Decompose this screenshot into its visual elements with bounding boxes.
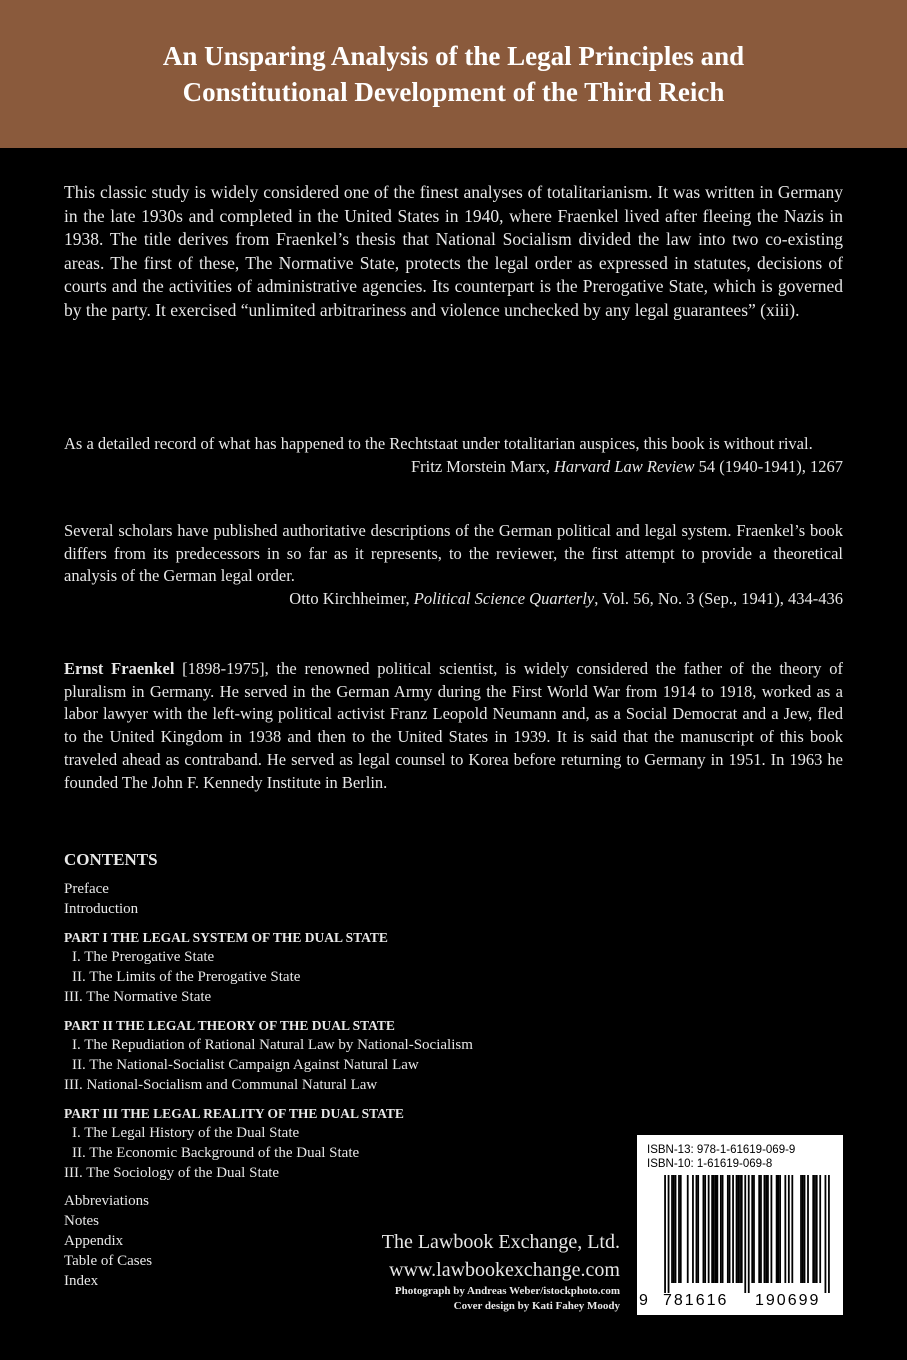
banner-title-line-2: Constitutional Development of the Third Reich — [182, 77, 725, 107]
review-2-author: Otto Kirchheimer, — [289, 588, 414, 608]
barcode-bar — [758, 1175, 760, 1283]
review-1-text: As a detailed record of what has happened to the Rechtstaat under totalitarian auspices, this book is without rival. — [64, 434, 813, 453]
barcode-bar — [741, 1175, 743, 1283]
barcode-bar — [788, 1175, 790, 1283]
review-1-citation — [64, 456, 843, 479]
barcode-bar — [777, 1175, 779, 1283]
barcode-digits-left: 781616 — [663, 1292, 729, 1309]
barcode-bar — [804, 1175, 806, 1283]
contents-item: Abbreviations — [64, 1193, 149, 1209]
barcode-bar — [744, 1175, 746, 1293]
contents-chapter: II. The Limits of the Prerogative State — [72, 969, 301, 985]
contents-item: Index — [64, 1273, 99, 1289]
barcode-digits-right: 190699 — [755, 1292, 821, 1309]
review-1-detail: 54 (1940-1941), 1267 — [694, 456, 843, 476]
photo-credit: Photograph by Andreas Weber/istockphoto.com — [394, 1285, 620, 1297]
barcode-bar — [814, 1175, 816, 1283]
barcode-digit-first: 9 — [639, 1292, 648, 1309]
barcode-bar — [802, 1175, 804, 1283]
contents-heading: CONTENTS — [64, 850, 158, 869]
barcode-bar — [736, 1175, 738, 1283]
barcode-bar — [727, 1175, 729, 1283]
barcode-bar — [675, 1175, 677, 1283]
barcode-bar — [716, 1175, 718, 1283]
author-name: Ernst Fraenkel — [64, 659, 175, 678]
contents-item: Notes — [64, 1213, 99, 1229]
barcode-bar — [720, 1175, 722, 1283]
publisher-url: www.lawbookexchange.com — [389, 1259, 620, 1281]
barcode-bar — [819, 1175, 821, 1283]
contents-chapter: I. The Prerogative State — [72, 949, 215, 965]
barcode-bar — [751, 1175, 753, 1283]
table-of-contents — [64, 850, 624, 1291]
barcode-bar — [739, 1175, 741, 1283]
banner-title-line-1: An Unsparing Analysis of the Legal Principles and — [162, 41, 745, 71]
contents-item: Table of Cases — [64, 1253, 153, 1269]
design-credit: Cover design by Kati Fahey Moody — [453, 1300, 620, 1312]
isbn-barcode — [637, 1135, 843, 1315]
contents-chapter: II. The Economic Background of the Dual State — [72, 1145, 360, 1161]
review-2-citation — [64, 588, 843, 611]
contents-chapter: III. National-Socialism and Communal Natural Law — [64, 1077, 378, 1093]
contents-chapter: III. The Sociology of the Dual State — [64, 1165, 280, 1181]
contents-chapter: III. The Normative State — [64, 989, 212, 1005]
barcode-bar — [771, 1175, 773, 1283]
barcode-bar — [765, 1175, 767, 1283]
barcode-bar — [697, 1175, 699, 1283]
barcode-bar — [668, 1175, 670, 1293]
contents-part-title: PART II THE LEGAL THEORY OF THE DUAL STATE — [64, 1018, 395, 1033]
barcode-bar — [704, 1175, 706, 1283]
contents-part-title: PART III THE LEGAL REALITY OF THE DUAL STATE — [64, 1106, 404, 1121]
barcode-bar — [673, 1175, 675, 1283]
contents-chapter: II. The National-Socialist Campaign Against Natural Law — [72, 1057, 419, 1073]
contents-part-title: PART I THE LEGAL SYSTEM OF THE DUAL STATE — [64, 930, 388, 945]
barcode-bar — [748, 1175, 750, 1293]
barcode-bar — [779, 1175, 781, 1283]
barcode-bar — [722, 1175, 724, 1283]
barcode-bar — [737, 1175, 739, 1283]
isbn-13-label: ISBN-13: 978-1-61619-069-9 — [647, 1144, 796, 1156]
title-banner — [0, 0, 907, 148]
barcode-bar — [708, 1175, 710, 1283]
barcode-bar — [767, 1175, 769, 1283]
publisher-block — [300, 1228, 620, 1314]
review-2-text: Several scholars have published authoritative descriptions of the German political and legal system. Fraenkel’s book differs from its predecessors in so far as it represents, to the reviewer, the first attempt to provide a theoretical analysis of the German legal order. — [64, 521, 843, 585]
book-description: This classic study is widely considered one of the finest analyses of totalitarianism. It was written in Germany in the late 1930s and completed in the United States in 1940, where Fraenkel lived after fleeing the Nazis in 1938. The title derives from Fraenkel’s thesis that National Socialism divided the law into two co-existing areas. The first of these, The Normative State, protects the legal order as expressed in statutes, decisions of courts and the activities of administrative agencies. Its counterpart is the Prerogative State, which is governed by the party. It exercised “unlimited arbitrariness and violence unchecked by any legal guarantees” (xiii). — [64, 182, 843, 320]
barcode-bar — [729, 1175, 731, 1283]
barcode-bar — [678, 1175, 680, 1283]
barcode-bar — [753, 1175, 755, 1283]
barcode-bar — [800, 1175, 802, 1283]
barcode-bar — [711, 1175, 713, 1283]
isbn-10-label: ISBN-10: 1-61619-069-8 — [647, 1158, 773, 1170]
barcode-bars — [645, 1175, 835, 1293]
barcode-bar — [692, 1175, 694, 1283]
review-2-journal: Political Science Quarterly — [413, 588, 595, 608]
author-bio-text: [1898-1975], the renowned political scientist, is widely considered the father of the theory of pluralism in Germany. He served in the German Army during the First World War from 1914 to 1918, worked as a labor lawyer with the left-wing political activist Franz Leopold Neumann and, as a Social Democrat and a Jew, fled to the United Kingdom in 1938 and then to the United States in 1939. It is said that the manuscript of this book traveled ahead as contraband. He served as legal counsel to Korea before returning to Germany in 1951. In 1963 he founded The John F. Kennedy Institute in Berlin. — [64, 659, 843, 792]
barcode-bar — [812, 1175, 814, 1283]
barcode-bar — [807, 1175, 809, 1283]
contents-item: Preface — [64, 881, 109, 897]
barcode-bar — [776, 1175, 778, 1283]
review-quote-1 — [64, 433, 843, 478]
barcode-bar — [825, 1175, 827, 1293]
review-quote-2 — [64, 520, 843, 610]
author-bio — [64, 658, 843, 794]
review-1-journal: Harvard Law Review — [553, 456, 695, 476]
contents-item: Introduction — [64, 901, 139, 917]
barcode-bar — [680, 1175, 682, 1283]
barcode-bar — [791, 1175, 793, 1283]
barcode-bar — [671, 1175, 673, 1283]
barcode-bar — [713, 1175, 715, 1283]
barcode-bar — [816, 1175, 818, 1283]
contents-chapter: I. The Legal History of the Dual State — [72, 1125, 300, 1141]
contents-chapter: I. The Repudiation of Rational Natural Law by National-Socialism — [72, 1037, 473, 1053]
barcode-bar — [715, 1175, 717, 1283]
barcode-bar — [764, 1175, 766, 1283]
barcode-bar — [732, 1175, 734, 1283]
barcode-bar — [784, 1175, 786, 1283]
barcode-bar — [703, 1175, 705, 1283]
contents-item: Appendix — [64, 1233, 124, 1249]
barcode-bar — [828, 1175, 830, 1293]
barcode-bar — [687, 1175, 689, 1283]
review-2-detail: , Vol. 56, No. 3 (Sep., 1941), 434-436 — [594, 588, 843, 608]
barcode-bar — [696, 1175, 698, 1283]
publisher-name: The Lawbook Exchange, Ltd. — [381, 1231, 620, 1253]
barcode-bar — [760, 1175, 762, 1283]
barcode-bar — [664, 1175, 666, 1293]
review-1-author: Fritz Morstein Marx, — [410, 456, 554, 476]
